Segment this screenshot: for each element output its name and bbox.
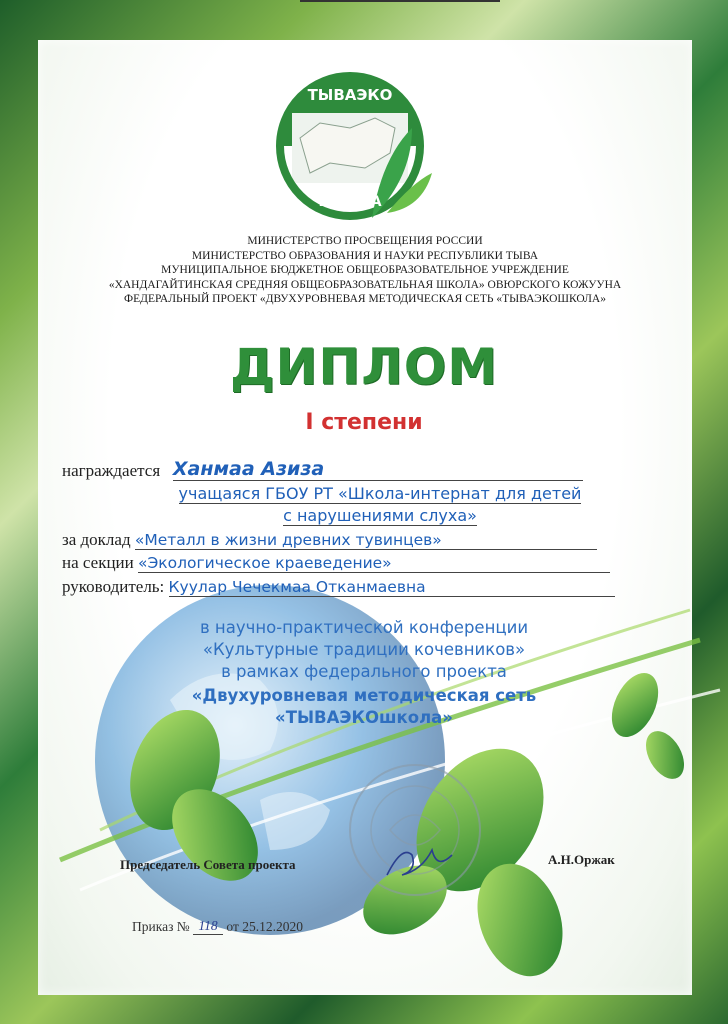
supervisor-row (62, 577, 662, 597)
conference-line-4: «Двухуровневая методическая сеть (191, 686, 537, 705)
logo-bottom-text: ШКОЛА (318, 194, 382, 210)
header-line: ФЕДЕРАЛЬНЫЙ ПРОЕКТ «ДВУХУРОВНЕВАЯ МЕТОДИЧЕСКАЯ СЕТЬ «ТЫВАЭКОШКОЛА» (124, 293, 606, 305)
report-title: «Металл в жизни древних тувинцев» (135, 531, 597, 550)
student-line-2: с нарушениями слуха» (283, 506, 477, 525)
diploma-title: ДИПЛОМ (229, 338, 498, 396)
conference-line-5: «ТЫВАЭКОшкола» (275, 708, 453, 727)
handwritten-signature (382, 835, 462, 885)
diploma-degree: I степени (305, 410, 423, 435)
order-number: 118 (193, 918, 223, 935)
conference-line-2: «Культурные традиции кочевников» (202, 640, 526, 659)
order-reference (132, 918, 303, 935)
section-title: «Экологическое краеведение» (138, 554, 610, 573)
report-label: за доклад (62, 530, 131, 549)
supervisor-label: руководитель: (62, 577, 165, 596)
header-line: МИНИСТЕРСТВО ОБРАЗОВАНИЯ И НАУКИ РЕСПУБЛИКИ ТЫВА (191, 249, 539, 262)
awardee-row (62, 458, 662, 481)
tyvaeko-logo (272, 68, 432, 228)
signature-role: Председатель Совета проекта (120, 857, 296, 872)
header-line: МУНИЦИПАЛЬНОЕ БЮДЖЕТНОЕ ОБЩЕОБРАЗОВАТЕЛЬНОЕ УЧРЕЖДЕНИЕ (161, 264, 569, 276)
logo-top-text: ТЫВАЭКО (307, 86, 393, 104)
section-row (62, 553, 662, 573)
issuer-header (60, 234, 670, 307)
student-line-1: учащаяся ГБОУ РТ «Школа-интернат для детей (178, 484, 582, 503)
conference-line-1: в научно-практической конференции (199, 618, 529, 637)
order-prefix: Приказ № (132, 919, 190, 934)
awardee-name: Ханмаа Азиза (172, 458, 325, 480)
header-line: МИНИСТЕРСТВО ПРОСВЕЩЕНИЯ РОССИИ (247, 235, 483, 247)
section-label: на секции (62, 553, 134, 572)
signatory-name: А.Н.Оржак (548, 852, 615, 867)
supervisor-name: Куулар Чечекмаа Отканмаевна (169, 578, 615, 597)
header-line: «ХАНДАГАЙТИНСКАЯ СРЕДНЯЯ ОБЩЕОБРАЗОВАТЕЛЬНАЯ ШКОЛА» ОВЮРСКОГО КОЖУУНА (108, 278, 622, 291)
order-date: от 25.12.2020 (226, 919, 304, 934)
awarded-label: награждается (62, 461, 161, 480)
report-row (62, 530, 662, 550)
conference-line-3: в рамках федерального проекта (221, 662, 507, 681)
